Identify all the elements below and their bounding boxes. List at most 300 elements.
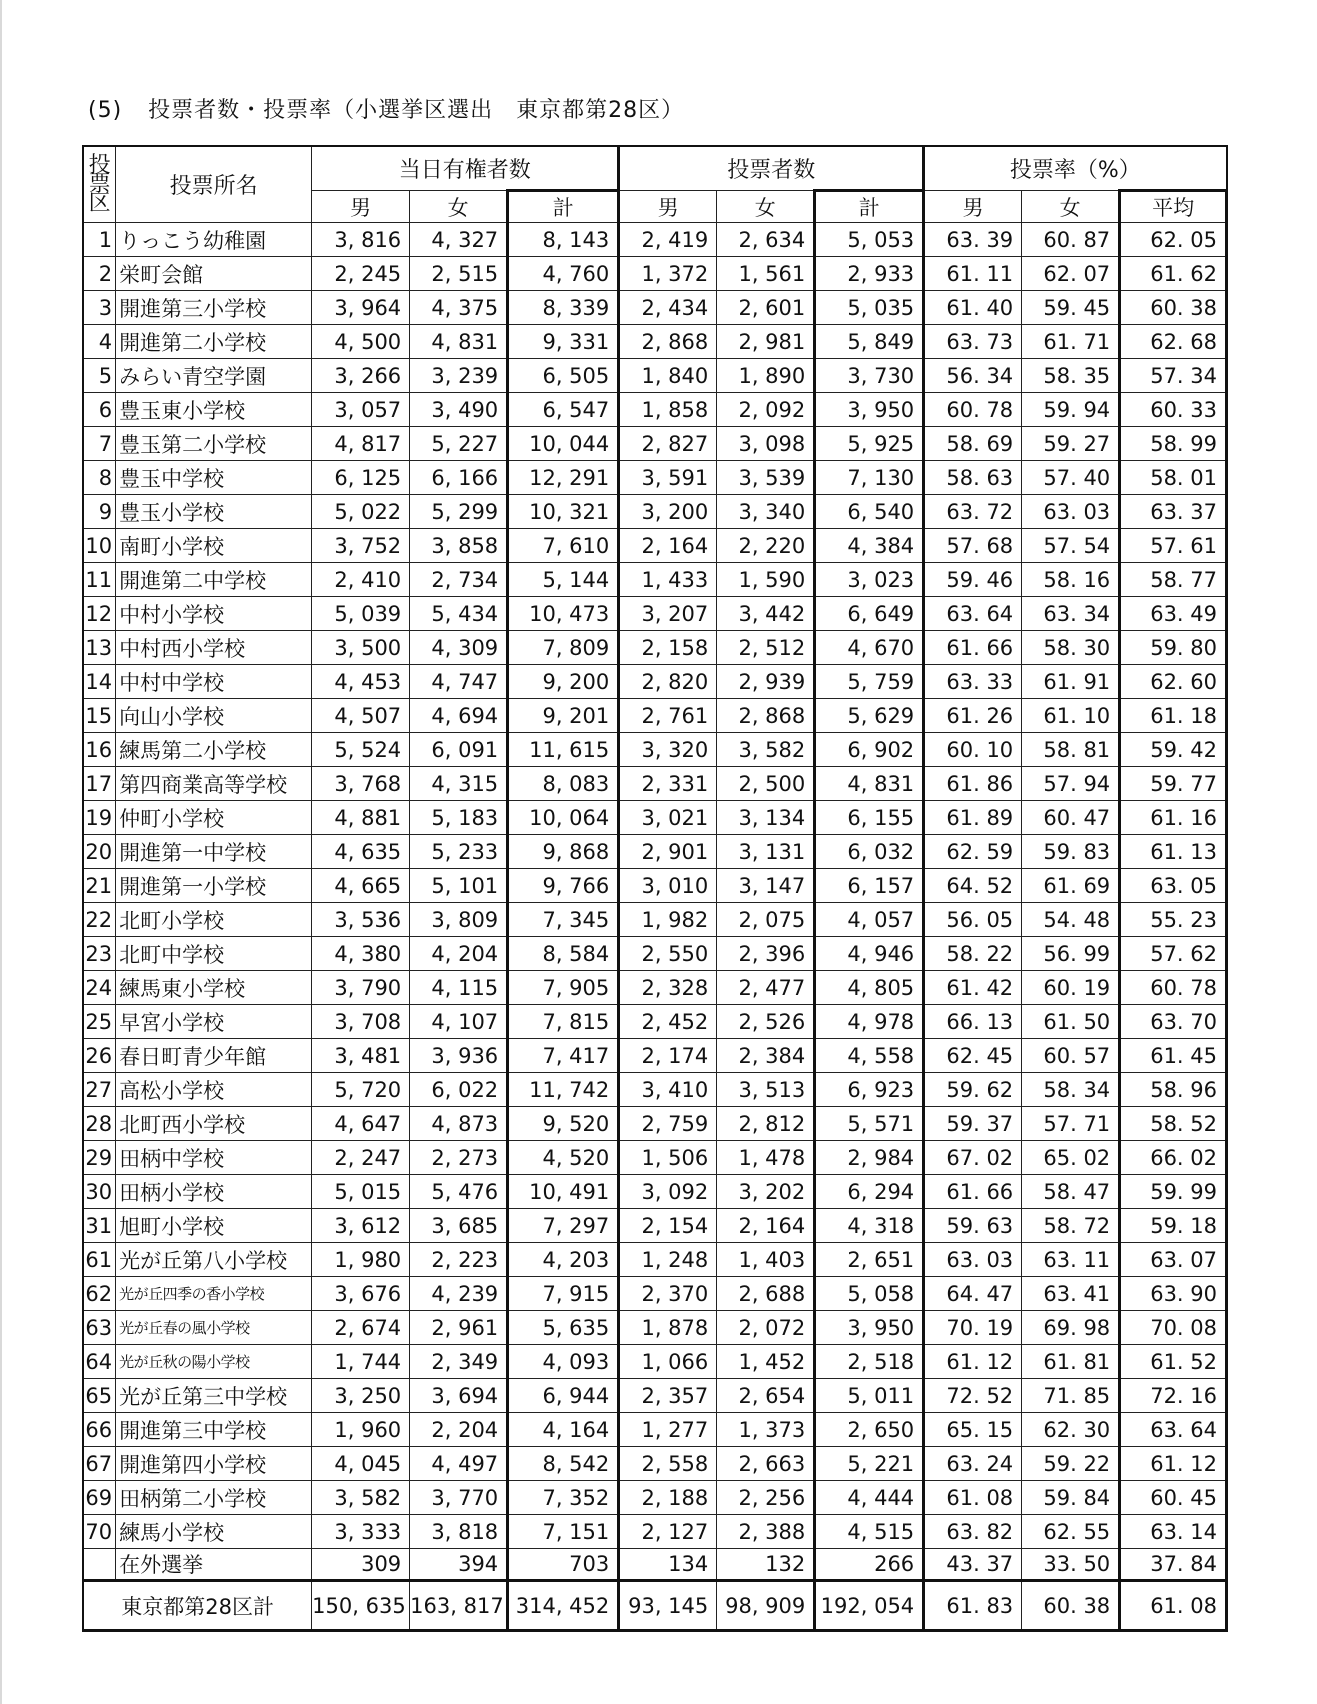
row-eligible-female: 3, 685 xyxy=(410,1209,508,1243)
row-eligible-male: 4, 380 xyxy=(312,937,410,971)
row-rate-male: 59. 37 xyxy=(924,1107,1022,1141)
row-rate-average: 61. 16 xyxy=(1120,801,1227,835)
row-eligible-male: 3, 536 xyxy=(312,903,410,937)
row-eligible-male: 1, 960 xyxy=(312,1413,410,1447)
row-eligible-male: 4, 507 xyxy=(312,699,410,733)
table-row xyxy=(83,699,1227,733)
row-district-number: 9 xyxy=(83,495,116,529)
row-rate-male: 72. 52 xyxy=(924,1379,1022,1413)
row-rate-female: 58. 30 xyxy=(1022,631,1120,665)
row-rate-average: 59. 99 xyxy=(1120,1175,1227,1209)
row-rate-male: 60. 78 xyxy=(924,393,1022,427)
row-voters-total: 6, 902 xyxy=(815,733,924,767)
header-ku-label: 投 票 区 xyxy=(88,153,111,216)
row-district-number: 16 xyxy=(83,733,116,767)
row-district-number: 69 xyxy=(83,1481,116,1515)
row-voters-male: 3, 010 xyxy=(619,869,717,903)
row-polling-place-name: 開進第四小学校 xyxy=(116,1447,312,1481)
row-eligible-total: 5, 635 xyxy=(508,1311,619,1345)
row-voters-female: 2, 663 xyxy=(717,1447,815,1481)
row-polling-place-name: 開進第三小学校 xyxy=(116,291,312,325)
row-voters-female: 3, 202 xyxy=(717,1175,815,1209)
row-eligible-total: 4, 203 xyxy=(508,1243,619,1277)
row-voters-total: 6, 032 xyxy=(815,835,924,869)
row-district-number: 26 xyxy=(83,1039,116,1073)
row-voters-female: 3, 513 xyxy=(717,1073,815,1107)
row-voters-total: 4, 805 xyxy=(815,971,924,1005)
row-voters-female: 2, 396 xyxy=(717,937,815,971)
row-eligible-male: 3, 582 xyxy=(312,1481,410,1515)
row-voters-female: 1, 561 xyxy=(717,257,815,291)
row-eligible-total: 8, 143 xyxy=(508,223,619,257)
row-voters-male: 2, 901 xyxy=(619,835,717,869)
row-voters-female: 3, 442 xyxy=(717,597,815,631)
row-eligible-total: 7, 905 xyxy=(508,971,619,1005)
row-eligible-female: 4, 239 xyxy=(410,1277,508,1311)
row-eligible-male: 2, 247 xyxy=(312,1141,410,1175)
row-eligible-total: 10, 321 xyxy=(508,495,619,529)
row-eligible-total: 8, 542 xyxy=(508,1447,619,1481)
row-polling-place-name: 光が丘秋の陽小学校 xyxy=(116,1345,312,1379)
row-rate-male: 58. 22 xyxy=(924,937,1022,971)
row-rate-female: 61. 50 xyxy=(1022,1005,1120,1039)
row-district-number: 62 xyxy=(83,1277,116,1311)
overseas-row xyxy=(83,1549,1227,1581)
row-voters-female: 1, 373 xyxy=(717,1413,815,1447)
row-voters-female: 2, 384 xyxy=(717,1039,815,1073)
row-eligible-male: 3, 708 xyxy=(312,1005,410,1039)
row-district-number: 64 xyxy=(83,1345,116,1379)
row-polling-place-name: 練馬第二小学校 xyxy=(116,733,312,767)
row-rate-male: 60. 10 xyxy=(924,733,1022,767)
row-rate-average: 61. 45 xyxy=(1120,1039,1227,1073)
row-rate-average: 57. 61 xyxy=(1120,529,1227,563)
row-eligible-female: 6, 091 xyxy=(410,733,508,767)
row-district-number: 63 xyxy=(83,1311,116,1345)
header-rate-average: 平均 xyxy=(1120,191,1227,223)
row-rate-average: 63. 70 xyxy=(1120,1005,1227,1039)
table-row xyxy=(83,631,1227,665)
row-eligible-male: 3, 752 xyxy=(312,529,410,563)
row-eligible-male: 2, 245 xyxy=(312,257,410,291)
row-eligible-total: 4, 164 xyxy=(508,1413,619,1447)
row-rate-average: 72. 16 xyxy=(1120,1379,1227,1413)
row-district-number: 4 xyxy=(83,325,116,359)
row-eligible-male: 5, 720 xyxy=(312,1073,410,1107)
overseas-no xyxy=(83,1549,116,1581)
row-polling-place-name: 中村小学校 xyxy=(116,597,312,631)
row-voters-total: 3, 023 xyxy=(815,563,924,597)
row-voters-male: 3, 021 xyxy=(619,801,717,835)
row-district-number: 14 xyxy=(83,665,116,699)
row-voters-male: 1, 982 xyxy=(619,903,717,937)
row-rate-male: 57. 68 xyxy=(924,529,1022,563)
row-eligible-female: 3, 818 xyxy=(410,1515,508,1549)
row-voters-male: 2, 331 xyxy=(619,767,717,801)
row-eligible-total: 12, 291 xyxy=(508,461,619,495)
row-voters-male: 1, 506 xyxy=(619,1141,717,1175)
row-rate-average: 63. 05 xyxy=(1120,869,1227,903)
row-rate-average: 61. 12 xyxy=(1120,1447,1227,1481)
row-eligible-male: 3, 266 xyxy=(312,359,410,393)
row-voters-female: 2, 526 xyxy=(717,1005,815,1039)
row-voters-total: 5, 629 xyxy=(815,699,924,733)
total-rate-male: 61. 83 xyxy=(924,1581,1022,1631)
row-eligible-total: 7, 151 xyxy=(508,1515,619,1549)
table-row xyxy=(83,1345,1227,1379)
row-voters-total: 6, 157 xyxy=(815,869,924,903)
row-voters-female: 2, 688 xyxy=(717,1277,815,1311)
row-eligible-total: 9, 766 xyxy=(508,869,619,903)
row-eligible-female: 4, 327 xyxy=(410,223,508,257)
row-district-number: 28 xyxy=(83,1107,116,1141)
row-polling-place-name: 春日町青少年館 xyxy=(116,1039,312,1073)
row-voters-total: 5, 035 xyxy=(815,291,924,325)
row-polling-place-name: 光が丘春の風小学校 xyxy=(116,1311,312,1345)
row-polling-place-name: 開進第二中学校 xyxy=(116,563,312,597)
total-rate-average: 61. 08 xyxy=(1120,1581,1227,1631)
row-voters-male: 3, 410 xyxy=(619,1073,717,1107)
row-eligible-female: 4, 873 xyxy=(410,1107,508,1141)
table-row xyxy=(83,1141,1227,1175)
row-voters-total: 5, 221 xyxy=(815,1447,924,1481)
row-voters-male: 2, 452 xyxy=(619,1005,717,1039)
header-eligible-total: 計 xyxy=(508,191,619,223)
page-edge xyxy=(0,0,2,1704)
row-voters-male: 2, 434 xyxy=(619,291,717,325)
row-eligible-male: 3, 057 xyxy=(312,393,410,427)
total-voters-total: 192, 054 xyxy=(815,1581,924,1631)
row-rate-male: 61. 12 xyxy=(924,1345,1022,1379)
row-eligible-male: 3, 612 xyxy=(312,1209,410,1243)
row-voters-male: 2, 550 xyxy=(619,937,717,971)
row-voters-female: 2, 654 xyxy=(717,1379,815,1413)
row-rate-female: 63. 41 xyxy=(1022,1277,1120,1311)
row-eligible-female: 5, 183 xyxy=(410,801,508,835)
header-voters-male: 男 xyxy=(619,191,717,223)
row-eligible-female: 3, 694 xyxy=(410,1379,508,1413)
row-polling-place-name: 開進第三中学校 xyxy=(116,1413,312,1447)
page-title xyxy=(88,93,684,124)
row-voters-total: 4, 384 xyxy=(815,529,924,563)
row-eligible-female: 4, 747 xyxy=(410,665,508,699)
row-district-number: 17 xyxy=(83,767,116,801)
row-voters-male: 1, 433 xyxy=(619,563,717,597)
row-rate-male: 61. 89 xyxy=(924,801,1022,835)
row-rate-male: 66. 13 xyxy=(924,1005,1022,1039)
table-row xyxy=(83,1107,1227,1141)
row-polling-place-name: 仲町小学校 xyxy=(116,801,312,835)
row-polling-place-name: 田柄第二小学校 xyxy=(116,1481,312,1515)
row-rate-female: 58. 81 xyxy=(1022,733,1120,767)
row-voters-total: 5, 925 xyxy=(815,427,924,461)
row-voters-male: 1, 858 xyxy=(619,393,717,427)
row-voters-male: 2, 164 xyxy=(619,529,717,563)
table-row xyxy=(83,495,1227,529)
row-rate-average: 55. 23 xyxy=(1120,903,1227,937)
row-voters-female: 1, 890 xyxy=(717,359,815,393)
row-polling-place-name: 光が丘四季の香小学校 xyxy=(116,1277,312,1311)
row-rate-female: 62. 55 xyxy=(1022,1515,1120,1549)
row-eligible-total: 7, 610 xyxy=(508,529,619,563)
row-eligible-total: 5, 144 xyxy=(508,563,619,597)
row-rate-male: 61. 11 xyxy=(924,257,1022,291)
row-voters-female: 1, 403 xyxy=(717,1243,815,1277)
row-rate-male: 63. 64 xyxy=(924,597,1022,631)
row-eligible-male: 3, 250 xyxy=(312,1379,410,1413)
row-polling-place-name: みらい青空学園 xyxy=(116,359,312,393)
row-rate-male: 70. 19 xyxy=(924,1311,1022,1345)
table-row xyxy=(83,665,1227,699)
row-rate-female: 60. 47 xyxy=(1022,801,1120,835)
row-eligible-female: 2, 349 xyxy=(410,1345,508,1379)
header-rate-male: 男 xyxy=(924,191,1022,223)
row-voters-total: 4, 515 xyxy=(815,1515,924,1549)
row-polling-place-name: 高松小学校 xyxy=(116,1073,312,1107)
table-row xyxy=(83,733,1227,767)
row-eligible-total: 11, 742 xyxy=(508,1073,619,1107)
row-polling-place-name: 豊玉小学校 xyxy=(116,495,312,529)
row-voters-female: 3, 098 xyxy=(717,427,815,461)
row-polling-place-name: 中村西小学校 xyxy=(116,631,312,665)
row-eligible-female: 2, 961 xyxy=(410,1311,508,1345)
row-eligible-male: 4, 817 xyxy=(312,427,410,461)
row-polling-place-name: 向山小学校 xyxy=(116,699,312,733)
row-rate-female: 58. 72 xyxy=(1022,1209,1120,1243)
row-voters-total: 4, 831 xyxy=(815,767,924,801)
row-district-number: 6 xyxy=(83,393,116,427)
row-voters-male: 2, 127 xyxy=(619,1515,717,1549)
table-row xyxy=(83,563,1227,597)
row-eligible-female: 3, 239 xyxy=(410,359,508,393)
row-voters-male: 1, 277 xyxy=(619,1413,717,1447)
total-voters-female: 98, 909 xyxy=(717,1581,815,1631)
table-row xyxy=(83,257,1227,291)
row-eligible-female: 3, 858 xyxy=(410,529,508,563)
row-rate-female: 60. 57 xyxy=(1022,1039,1120,1073)
header-eligible-female: 女 xyxy=(410,191,508,223)
row-eligible-female: 3, 936 xyxy=(410,1039,508,1073)
row-voters-female: 1, 478 xyxy=(717,1141,815,1175)
header-voters-total: 計 xyxy=(815,191,924,223)
total-label: 東京都第28区計 xyxy=(83,1581,312,1631)
row-eligible-female: 6, 166 xyxy=(410,461,508,495)
row-rate-male: 61. 66 xyxy=(924,1175,1022,1209)
row-voters-male: 2, 357 xyxy=(619,1379,717,1413)
row-rate-male: 64. 47 xyxy=(924,1277,1022,1311)
row-eligible-total: 9, 331 xyxy=(508,325,619,359)
row-eligible-male: 4, 045 xyxy=(312,1447,410,1481)
row-eligible-total: 10, 491 xyxy=(508,1175,619,1209)
table-row xyxy=(83,1175,1227,1209)
row-district-number: 5 xyxy=(83,359,116,393)
row-eligible-female: 2, 223 xyxy=(410,1243,508,1277)
row-polling-place-name: 豊玉東小学校 xyxy=(116,393,312,427)
row-voters-male: 2, 154 xyxy=(619,1209,717,1243)
row-eligible-total: 7, 297 xyxy=(508,1209,619,1243)
row-eligible-total: 9, 520 xyxy=(508,1107,619,1141)
row-eligible-female: 5, 233 xyxy=(410,835,508,869)
row-polling-place-name: 開進第一小学校 xyxy=(116,869,312,903)
row-eligible-total: 9, 201 xyxy=(508,699,619,733)
row-eligible-male: 3, 768 xyxy=(312,767,410,801)
row-eligible-male: 4, 647 xyxy=(312,1107,410,1141)
row-polling-place-name: 栄町会館 xyxy=(116,257,312,291)
row-voters-female: 2, 477 xyxy=(717,971,815,1005)
table-row xyxy=(83,393,1227,427)
row-eligible-male: 4, 635 xyxy=(312,835,410,869)
row-polling-place-name: 第四商業高等学校 xyxy=(116,767,312,801)
row-voters-total: 4, 444 xyxy=(815,1481,924,1515)
row-voters-female: 3, 134 xyxy=(717,801,815,835)
row-rate-male: 63. 73 xyxy=(924,325,1022,359)
total-eligible-total: 314, 452 xyxy=(508,1581,619,1631)
row-voters-female: 2, 601 xyxy=(717,291,815,325)
row-rate-male: 58. 69 xyxy=(924,427,1022,461)
row-voters-female: 3, 147 xyxy=(717,869,815,903)
row-eligible-female: 4, 497 xyxy=(410,1447,508,1481)
row-rate-average: 61. 62 xyxy=(1120,257,1227,291)
row-rate-male: 63. 82 xyxy=(924,1515,1022,1549)
row-rate-average: 61. 18 xyxy=(1120,699,1227,733)
row-rate-male: 61. 26 xyxy=(924,699,1022,733)
row-eligible-male: 3, 500 xyxy=(312,631,410,665)
row-rate-male: 62. 45 xyxy=(924,1039,1022,1073)
row-voters-total: 4, 558 xyxy=(815,1039,924,1073)
row-voters-female: 2, 939 xyxy=(717,665,815,699)
row-rate-female: 58. 47 xyxy=(1022,1175,1120,1209)
row-district-number: 21 xyxy=(83,869,116,903)
row-voters-total: 5, 759 xyxy=(815,665,924,699)
row-voters-male: 3, 320 xyxy=(619,733,717,767)
row-voters-male: 2, 328 xyxy=(619,971,717,1005)
row-polling-place-name: りっこう幼稚園 xyxy=(116,223,312,257)
total-eligible-female: 163, 817 xyxy=(410,1581,508,1631)
row-voters-total: 5, 053 xyxy=(815,223,924,257)
row-rate-average: 60. 78 xyxy=(1120,971,1227,1005)
row-rate-female: 62. 07 xyxy=(1022,257,1120,291)
row-district-number: 22 xyxy=(83,903,116,937)
row-rate-average: 62. 68 xyxy=(1120,325,1227,359)
row-rate-male: 59. 63 xyxy=(924,1209,1022,1243)
row-voters-male: 2, 827 xyxy=(619,427,717,461)
row-eligible-female: 2, 734 xyxy=(410,563,508,597)
header-rate-female: 女 xyxy=(1022,191,1120,223)
row-voters-female: 3, 539 xyxy=(717,461,815,495)
table-row xyxy=(83,1515,1227,1549)
row-eligible-total: 9, 200 xyxy=(508,665,619,699)
header-name: 投票所名 xyxy=(116,146,312,223)
row-voters-male: 2, 761 xyxy=(619,699,717,733)
row-polling-place-name: 練馬東小学校 xyxy=(116,971,312,1005)
table-row xyxy=(83,1277,1227,1311)
row-rate-female: 57. 54 xyxy=(1022,529,1120,563)
table-row xyxy=(83,937,1227,971)
row-rate-average: 59. 77 xyxy=(1120,767,1227,801)
row-voters-total: 2, 650 xyxy=(815,1413,924,1447)
row-voters-female: 3, 582 xyxy=(717,733,815,767)
row-eligible-total: 8, 584 xyxy=(508,937,619,971)
row-polling-place-name: 早宮小学校 xyxy=(116,1005,312,1039)
row-rate-average: 61. 52 xyxy=(1120,1345,1227,1379)
row-voters-female: 2, 256 xyxy=(717,1481,815,1515)
row-eligible-female: 3, 770 xyxy=(410,1481,508,1515)
row-voters-male: 2, 759 xyxy=(619,1107,717,1141)
row-voters-total: 6, 294 xyxy=(815,1175,924,1209)
row-rate-female: 59. 27 xyxy=(1022,427,1120,461)
row-voters-male: 2, 820 xyxy=(619,665,717,699)
row-rate-female: 59. 22 xyxy=(1022,1447,1120,1481)
row-rate-average: 59. 80 xyxy=(1120,631,1227,665)
row-district-number: 8 xyxy=(83,461,116,495)
row-eligible-male: 3, 676 xyxy=(312,1277,410,1311)
row-district-number: 66 xyxy=(83,1413,116,1447)
row-eligible-male: 4, 500 xyxy=(312,325,410,359)
header-voters-female: 女 xyxy=(717,191,815,223)
row-eligible-female: 4, 115 xyxy=(410,971,508,1005)
row-polling-place-name: 北町西小学校 xyxy=(116,1107,312,1141)
row-rate-male: 56. 34 xyxy=(924,359,1022,393)
table-row xyxy=(83,1243,1227,1277)
row-rate-male: 61. 40 xyxy=(924,291,1022,325)
row-polling-place-name: 豊玉第二小学校 xyxy=(116,427,312,461)
row-district-number: 10 xyxy=(83,529,116,563)
row-voters-female: 2, 220 xyxy=(717,529,815,563)
row-rate-female: 60. 87 xyxy=(1022,223,1120,257)
row-eligible-female: 5, 434 xyxy=(410,597,508,631)
row-rate-female: 56. 99 xyxy=(1022,937,1120,971)
row-rate-male: 61. 08 xyxy=(924,1481,1022,1515)
row-district-number: 7 xyxy=(83,427,116,461)
row-rate-female: 58. 16 xyxy=(1022,563,1120,597)
table-row xyxy=(83,869,1227,903)
row-eligible-female: 5, 101 xyxy=(410,869,508,903)
section-number: (5) xyxy=(88,98,123,123)
row-rate-male: 67. 02 xyxy=(924,1141,1022,1175)
row-eligible-total: 8, 339 xyxy=(508,291,619,325)
row-eligible-female: 5, 476 xyxy=(410,1175,508,1209)
row-voters-male: 3, 200 xyxy=(619,495,717,529)
row-voters-total: 4, 318 xyxy=(815,1209,924,1243)
row-rate-female: 58. 35 xyxy=(1022,359,1120,393)
table-row xyxy=(83,1005,1227,1039)
overseas-voters-female: 132 xyxy=(717,1549,815,1581)
row-rate-average: 57. 34 xyxy=(1120,359,1227,393)
row-rate-male: 62. 59 xyxy=(924,835,1022,869)
row-voters-male: 2, 868 xyxy=(619,325,717,359)
row-rate-average: 63. 49 xyxy=(1120,597,1227,631)
row-district-number: 15 xyxy=(83,699,116,733)
row-voters-total: 6, 540 xyxy=(815,495,924,529)
row-voters-male: 2, 419 xyxy=(619,223,717,257)
row-eligible-male: 5, 015 xyxy=(312,1175,410,1209)
total-voters-male: 93, 145 xyxy=(619,1581,717,1631)
row-eligible-total: 8, 083 xyxy=(508,767,619,801)
row-voters-male: 3, 591 xyxy=(619,461,717,495)
row-voters-total: 4, 670 xyxy=(815,631,924,665)
row-voters-total: 3, 950 xyxy=(815,393,924,427)
table-row xyxy=(83,597,1227,631)
row-eligible-total: 9, 868 xyxy=(508,835,619,869)
row-district-number: 67 xyxy=(83,1447,116,1481)
row-rate-female: 61. 91 xyxy=(1022,665,1120,699)
row-rate-average: 58. 52 xyxy=(1120,1107,1227,1141)
row-voters-total: 2, 518 xyxy=(815,1345,924,1379)
row-eligible-total: 7, 815 xyxy=(508,1005,619,1039)
row-voters-total: 6, 155 xyxy=(815,801,924,835)
row-rate-female: 71. 85 xyxy=(1022,1379,1120,1413)
table-row xyxy=(83,1413,1227,1447)
